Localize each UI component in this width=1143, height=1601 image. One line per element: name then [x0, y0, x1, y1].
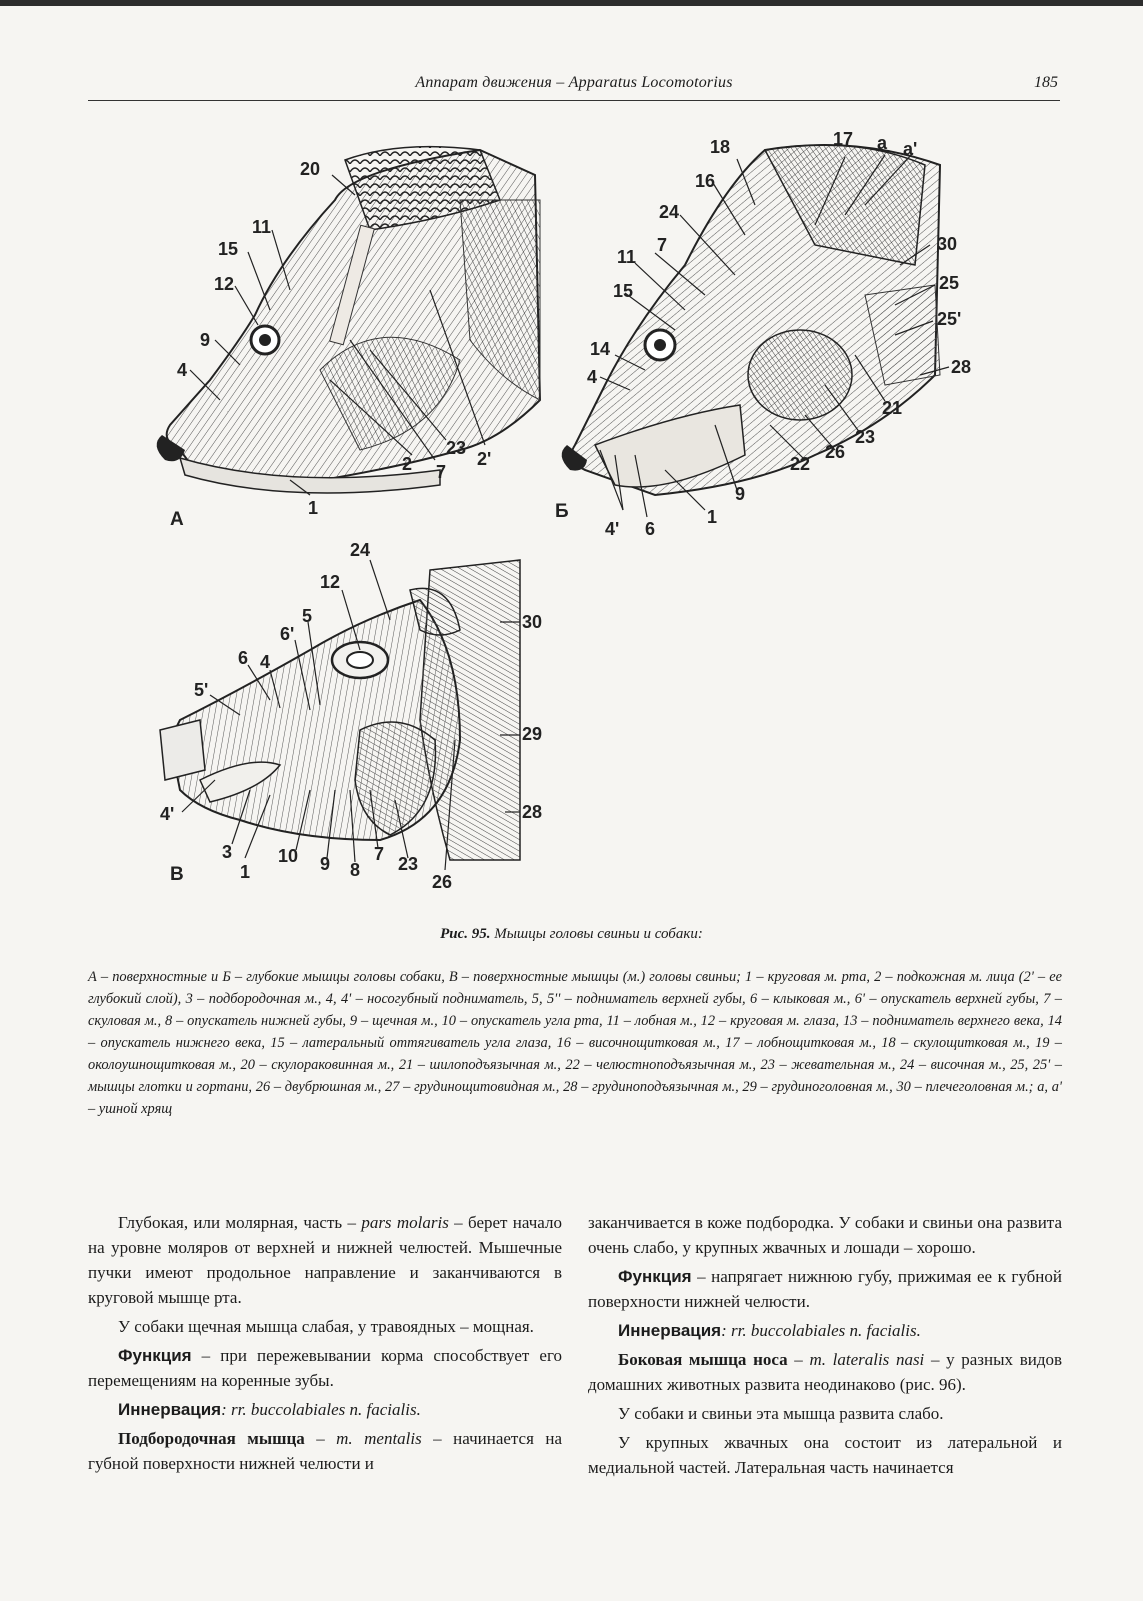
label-b-25p: 25' [937, 309, 962, 329]
label-b-28: 28 [951, 357, 972, 377]
paragraph: У собаки и свиньи эта мышца развита слабо. [618, 1404, 944, 1423]
running-header [88, 72, 1060, 101]
label-b-9: 9 [735, 484, 746, 504]
label-a-2p: 2' [477, 449, 492, 469]
paragraph: Боковая мышца носа – m. lateralis nasi – у разных видов домашних животных развита неодинаково (рис. 96). [588, 1350, 1062, 1394]
label-b-1: 1 [707, 507, 718, 527]
label-a-1: 1 [308, 498, 319, 518]
label-a-15: 15 [218, 239, 239, 259]
caption-text: Мышцы головы свиньи и собаки: [494, 926, 703, 942]
paragraph: Функция – при пережевывании корма способствует его перемещениям на коренные зубы. [88, 1346, 562, 1390]
label-c-4: 4 [260, 652, 271, 672]
text-column-left [88, 1210, 562, 1480]
paragraph: заканчивается в коже подбородка. У собаки и свиньи она развита очень слабо, у крупных жвачных и лошади – хорошо. [588, 1213, 1062, 1257]
paragraph: Иннервация: rr. buccolabiales n. facialis. [618, 1321, 921, 1340]
label-c-24: 24 [350, 540, 371, 560]
label-b-24: 24 [659, 202, 680, 222]
label-b-21: 21 [882, 398, 903, 418]
label-c-10: 10 [278, 846, 299, 866]
label-a-2: 2 [402, 454, 413, 474]
label-b-4: 4 [587, 367, 598, 387]
paragraph: У собаки щечная мышца слабая, у травоядных – мощная. [118, 1317, 534, 1336]
figure-panel-a [140, 140, 560, 530]
label-a-23: 23 [446, 438, 467, 458]
label-c-1: 1 [240, 862, 251, 882]
caption-number: Рис. 95. [440, 926, 491, 942]
label-a-20: 20 [300, 159, 321, 179]
panel-label-b: Б [555, 501, 569, 522]
label-b-a: a [877, 133, 888, 153]
label-c-5p: 5' [194, 680, 209, 700]
label-c-9: 9 [320, 854, 331, 874]
label-c-8: 8 [350, 860, 361, 880]
label-c-4p: 4' [160, 804, 175, 824]
label-b-4p: 4' [605, 519, 620, 539]
label-b-14: 14 [590, 339, 611, 359]
label-c-29: 29 [522, 724, 543, 744]
label-a-4: 4 [177, 360, 188, 380]
label-a-11: 11 [252, 217, 272, 237]
label-b-15: 15 [613, 281, 634, 301]
label-b-16: 16 [695, 171, 716, 191]
label-a-7: 7 [436, 462, 447, 482]
text-column-right [588, 1210, 1062, 1484]
figure-panel-c [160, 540, 580, 910]
label-c-5: 5 [302, 606, 313, 626]
label-b-11: 11 [617, 247, 637, 267]
label-c-6: 6 [238, 648, 249, 668]
panel-label-a: А [170, 509, 184, 530]
label-a-9: 9 [200, 330, 211, 350]
page-number: 185 [1034, 74, 1058, 91]
label-c-28: 28 [522, 802, 543, 822]
label-b-6: 6 [645, 519, 656, 539]
label-c-23: 23 [398, 854, 419, 874]
paragraph: Функция – напрягает нижнюю губу, прижимая ее к губной поверхности нижней челюсти. [588, 1267, 1062, 1311]
label-b-30: 30 [937, 234, 958, 254]
page-top-shadow [0, 0, 1143, 6]
label-b-26: 26 [825, 442, 846, 462]
label-b-7: 7 [657, 235, 668, 255]
label-c-12: 12 [320, 572, 341, 592]
label-b-25: 25 [939, 273, 960, 293]
label-c-26: 26 [432, 872, 453, 892]
running-title: Аппарат движения – Apparatus Locomotorius [415, 74, 733, 91]
figure-panel-b [555, 125, 995, 545]
label-b-23: 23 [855, 427, 876, 447]
label-b-ap: a' [903, 139, 918, 159]
snout-c [160, 720, 205, 780]
paragraph: Глубокая, или молярная, часть – pars molaris – берет начало на уровне моляров от верхней и нижней челюстей. Мышечные пучки имеют продольное направление и заканчиваются в круговой мышце рта. [88, 1213, 562, 1307]
paragraph: Иннервация: rr. buccolabiales n. facialis. [118, 1400, 421, 1419]
label-b-22: 22 [790, 454, 811, 474]
label-c-6p: 6' [280, 624, 295, 644]
label-b-18: 18 [710, 137, 731, 157]
label-a-12: 12 [214, 274, 235, 294]
panel-label-c: В [170, 864, 184, 885]
paragraph: У крупных жвачных она состоит из латеральной и медиальной частей. Латеральная часть начинается [588, 1433, 1062, 1477]
label-c-30: 30 [522, 612, 543, 632]
label-c-3: 3 [222, 842, 233, 862]
figure-legend: А – поверхностные и Б – глубокие мышцы головы собаки, В – поверхностные мышцы (м.) головы свиньи; 1 – круговая м. рта, 2 – подкожная м. лица (2' – ее глубокий слой), 3 – подбородочная м., 4, 4' – носогубный подниматель, 5, 5'' – подниматель верхней губы, 6 – клыковая м., 6' – опускатель верхней губы, 7 – скуловая м., 8 – опускатель нижней губы, 9 – щечная м., 10 – опускатель угла рта, 11 – лобная м., 12 – круговая м. глаза, 13 – подниматель верхнего века, 14 – опускатель нижнего века, 15 – латеральный оттягиватель угла глаза, 16 – височнощитковая м., 17 – лобнощитковая м., 18 – скулощитковая м., 19 – околоушнощитковая м., 20 – скулораковинная м., 21 – шилоподъязычная м., 22 – челюстноподъязычная м., 23 – жевательная м., 24 – височная м., 25, 25' – мышцы глотки и гортани, 26 – двубрюшная м., 27 – грудинощитовидная м., 28 – грудиноподъязычная м., 29 – грудиноголовная м., 30 – плечеголовная м.; а, а' – ушной хрящ [88, 969, 1062, 1117]
label-c-7: 7 [374, 844, 385, 864]
figure-caption [0, 926, 1143, 943]
masseter-b [748, 330, 852, 420]
label-b-17: 17 [833, 129, 854, 149]
paragraph: Подбородочная мышца – m. mentalis – начинается на губной поверхности нижней челюсти и [88, 1429, 563, 1473]
